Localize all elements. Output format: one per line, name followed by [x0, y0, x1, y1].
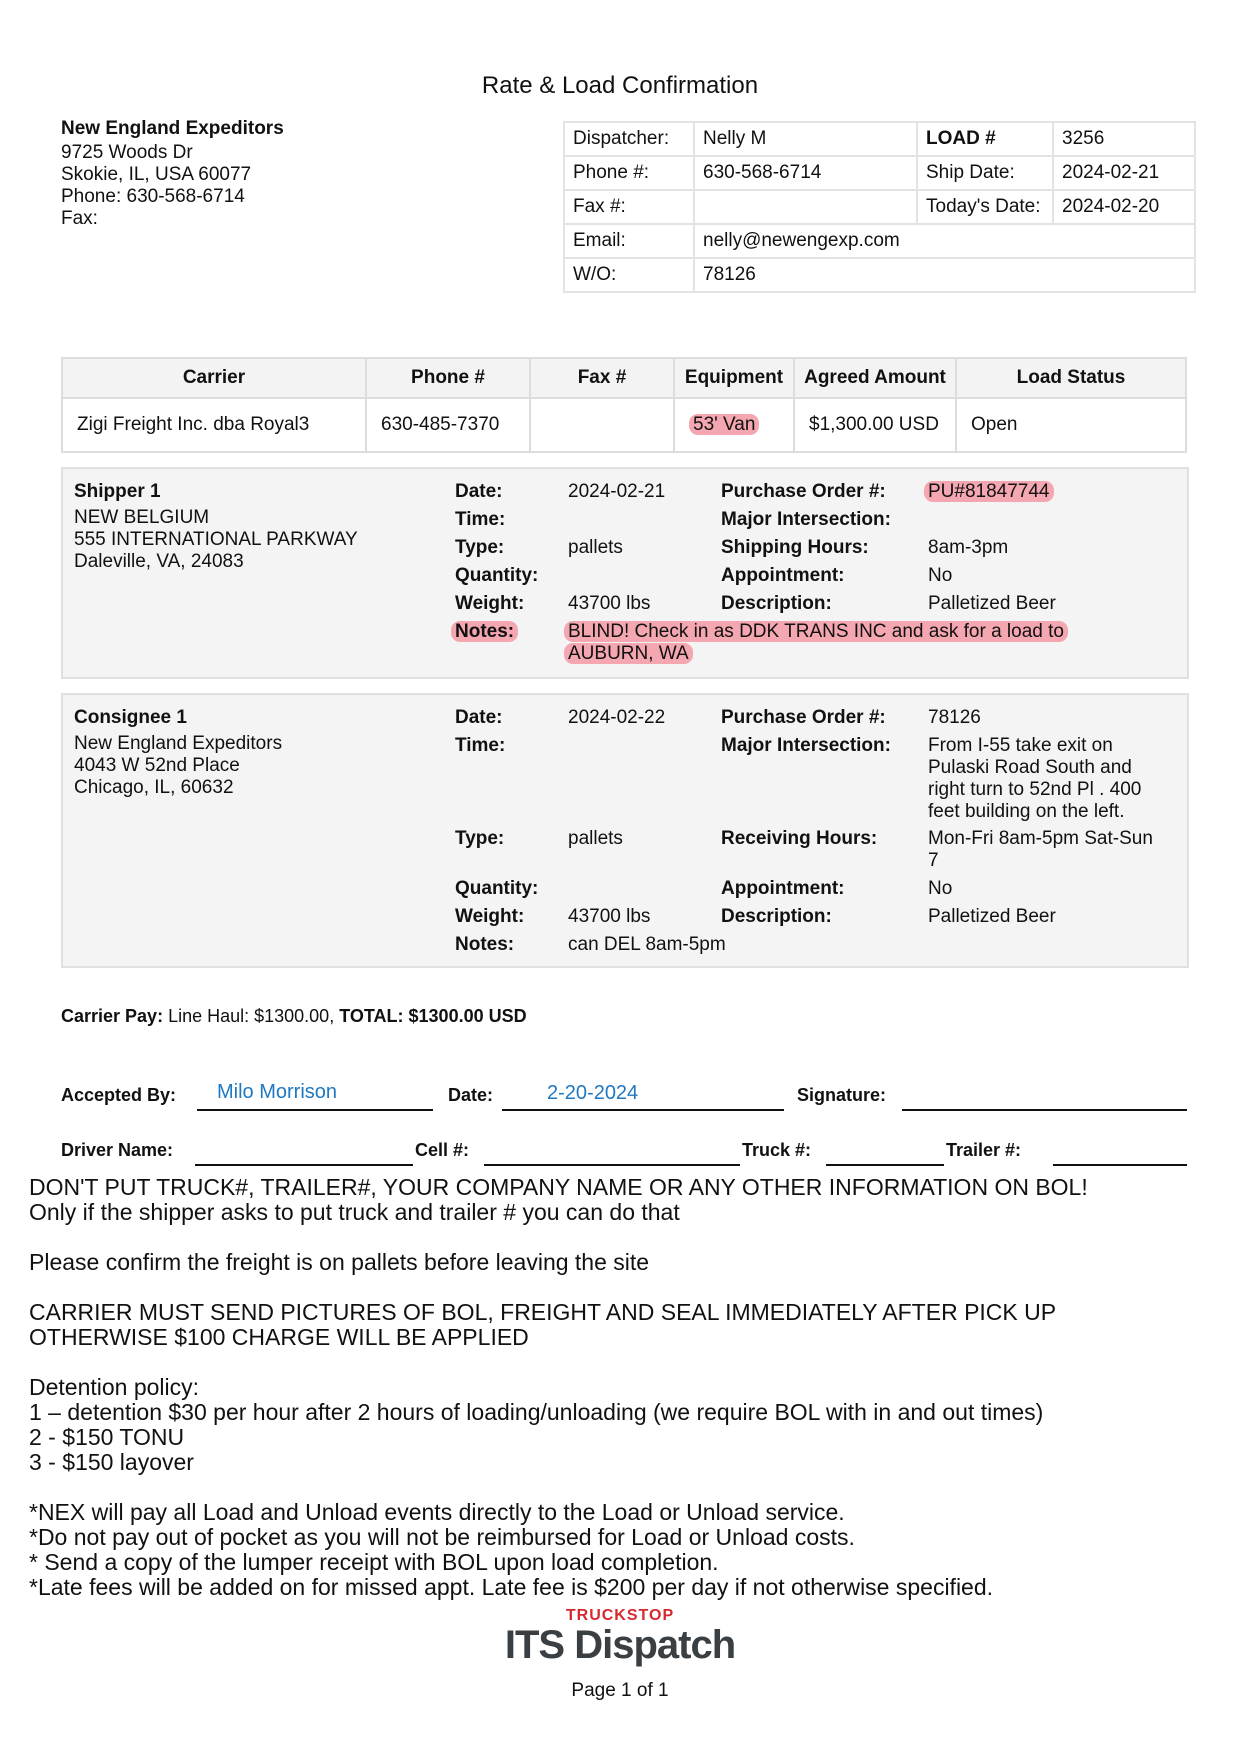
- detention-policy: [29, 1375, 1088, 1475]
- company-name: New England Expeditors: [61, 118, 284, 139]
- shipper-po: PU#81847744: [924, 481, 1054, 502]
- consignee-heading: Consignee 1: [74, 707, 187, 728]
- shipper-address-1: 555 INTERNATIONAL PARKWAY: [74, 529, 358, 550]
- pictures-warning-line-1: CARRIER MUST SEND PICTURES OF BOL, FREIGHT AND SEAL IMMEDIATELY AFTER PICK UP: [29, 1299, 1057, 1325]
- column-header: Agreed Amount: [794, 358, 956, 398]
- shipper-notes-line-1-wrap: [564, 621, 1068, 643]
- load-number-value: 3256: [1053, 122, 1195, 156]
- consignee-intersection-line: From I-55 take exit on: [928, 735, 1113, 756]
- shipper-appointment: No: [928, 565, 953, 586]
- shipper-po-wrap: [924, 481, 1054, 503]
- dispatcher-value: Nelly M: [694, 122, 917, 156]
- date-label: Date:: [448, 1085, 494, 1105]
- consignee-hours-label: Receiving Hours:: [721, 828, 878, 849]
- instructions: [29, 1175, 1088, 1625]
- consignee-address-2: Chicago, IL, 60632: [74, 777, 234, 798]
- shipper-hours-label: Shipping Hours:: [721, 537, 869, 558]
- detention-title: Detention policy:: [29, 1374, 200, 1400]
- wo-value: 78126: [694, 258, 1195, 292]
- driver-name-label: Driver Name:: [61, 1140, 174, 1160]
- accepted-by-line[interactable]: [197, 1109, 433, 1111]
- consignee-type-label: Type:: [455, 828, 505, 849]
- list-item: 2 - $150 TONU: [29, 1424, 185, 1450]
- consignee-weight-label: Weight:: [455, 906, 525, 927]
- todays-date-label: Today's Date:: [917, 190, 1053, 224]
- shipper-name: NEW BELGIUM: [74, 507, 210, 528]
- consignee-address-1: 4043 W 52nd Place: [74, 755, 240, 776]
- truck-line[interactable]: [826, 1164, 944, 1166]
- bol-warning-line-1: DON'T PUT TRUCK#, TRAILER#, YOUR COMPANY NAME OR ANY OTHER INFORMATION ON BOL!: [29, 1174, 1088, 1200]
- table-row: [62, 398, 1186, 452]
- phone-value: 630-568-6714: [694, 156, 917, 190]
- carrier-pay: [61, 1006, 527, 1027]
- trailer-line[interactable]: [1053, 1164, 1187, 1166]
- truck-label: Truck #:: [742, 1140, 812, 1160]
- cell-line[interactable]: [484, 1164, 740, 1166]
- list-item: *Do not pay out of pocket as you will not be reimbursed for Load or Unload costs.: [29, 1524, 855, 1550]
- consignee-po: 78126: [928, 707, 981, 728]
- consignee-notes: can DEL 8am-5pm: [568, 934, 726, 955]
- pictures-warning-line-2: OTHERWISE $100 CHARGE WILL BE APPLIED: [29, 1324, 529, 1350]
- acceptance-row: [61, 1081, 1187, 1115]
- trailer-label: Trailer #:: [946, 1140, 1022, 1160]
- consignee-intersection-label: Major Intersection:: [721, 735, 891, 756]
- column-header: Fax #: [530, 358, 674, 398]
- shipper-weight: 43700 lbs: [568, 593, 651, 614]
- todays-date-value: 2024-02-20: [1053, 190, 1195, 224]
- consignee-time-label: Time:: [455, 735, 506, 756]
- shipper-description-label: Description:: [721, 593, 832, 614]
- its-dispatch-logo: ITS Dispatch: [504, 1623, 736, 1667]
- shipper-date-label: Date:: [455, 481, 503, 502]
- shipper-weight-label: Weight:: [455, 593, 525, 614]
- list-item: 3 - $150 layover: [29, 1449, 194, 1475]
- shipper-quantity-label: Quantity:: [455, 565, 539, 586]
- company-fax: Fax:: [61, 208, 98, 229]
- shipper-notes-line-2: AUBURN, WA: [564, 643, 693, 664]
- nex-policy: [29, 1500, 1088, 1600]
- bol-warning: [29, 1175, 1088, 1225]
- date-value: 2-20-2024: [547, 1082, 639, 1104]
- fax-label: Fax #:: [564, 190, 694, 224]
- shipper-po-label: Purchase Order #:: [721, 481, 886, 502]
- driver-name-line[interactable]: [195, 1164, 413, 1166]
- shipper-notes-label: Notes:: [451, 621, 518, 642]
- consignee-date-label: Date:: [455, 707, 503, 728]
- driver-row: [61, 1140, 1187, 1170]
- list-item: 1 – detention $30 per hour after 2 hours of loading/unloading (we require BOL with in and out times): [29, 1399, 1044, 1425]
- accepted-by-label: Accepted By:: [61, 1085, 177, 1105]
- column-header: Carrier: [62, 358, 366, 398]
- shipper-type: pallets: [568, 537, 623, 558]
- consignee-quantity-label: Quantity:: [455, 878, 539, 899]
- signature-line[interactable]: [902, 1109, 1187, 1111]
- consignee-appointment: No: [928, 878, 953, 899]
- load-status: Open: [956, 398, 1186, 452]
- shipper-hours: 8am-3pm: [928, 537, 1009, 558]
- shipper-description: Palletized Beer: [928, 593, 1056, 614]
- bol-warning-line-2: Only if the shipper asks to put truck and trailer # you can do that: [29, 1199, 680, 1225]
- ship-date-label: Ship Date:: [917, 156, 1053, 190]
- accepted-by-value: Milo Morrison: [217, 1081, 338, 1103]
- carrier-fax: [530, 398, 674, 452]
- dispatch-info-table: [563, 121, 1196, 293]
- cell-label: Cell #:: [415, 1140, 470, 1160]
- shipper-address-2: Daleville, VA, 24083: [74, 551, 244, 572]
- load-number-label: LOAD #: [917, 122, 1053, 156]
- email-value: nelly@newengexp.com: [694, 224, 1195, 258]
- date-line[interactable]: [502, 1109, 784, 1111]
- pay-total: TOTAL: $1300.00 USD: [339, 1006, 527, 1026]
- consignee-intersection-line: feet building on the left.: [928, 801, 1125, 822]
- carrier-name: Zigi Freight Inc. dba Royal3: [62, 398, 366, 452]
- shipper-notes-line-1: BLIND! Check in as DDK TRANS INC and ask for a load to: [564, 621, 1068, 642]
- consignee-section: [61, 693, 1189, 968]
- column-header: Phone #: [366, 358, 530, 398]
- shipper-notes-label-wrap: [451, 621, 518, 643]
- equipment-value: 53' Van: [689, 414, 759, 435]
- consignee-type: pallets: [568, 828, 623, 849]
- column-header: Load Status: [956, 358, 1186, 398]
- carrier-pay-label: Carrier Pay:: [61, 1006, 164, 1026]
- wo-label: W/O:: [564, 258, 694, 292]
- carrier-table: [61, 357, 1187, 453]
- consignee-intersection-line: Pulaski Road South and: [928, 757, 1132, 778]
- shipper-type-label: Type:: [455, 537, 505, 558]
- pallets-note: Please confirm the freight is on pallets before leaving the site: [29, 1249, 650, 1275]
- agreed-amount: $1,300.00 USD: [794, 398, 956, 452]
- company-phone: Phone: 630-568-6714: [61, 186, 245, 207]
- email-label: Email:: [564, 224, 694, 258]
- ship-date-value: 2024-02-21: [1053, 156, 1195, 190]
- phone-label: Phone #:: [564, 156, 694, 190]
- shipper-time-label: Time:: [455, 509, 506, 530]
- company-address-1: 9725 Woods Dr: [61, 142, 193, 163]
- document-title: Rate & Load Confirmation: [481, 72, 759, 99]
- shipper-appointment-label: Appointment:: [721, 565, 845, 586]
- list-item: * Send a copy of the lumper receipt with BOL upon load completion.: [29, 1549, 719, 1575]
- column-header: Equipment: [674, 358, 794, 398]
- shipper-section: [61, 467, 1189, 679]
- carrier-phone: 630-485-7370: [366, 398, 530, 452]
- pictures-warning: [29, 1300, 1088, 1350]
- equipment-cell: [674, 398, 794, 452]
- consignee-description: Palletized Beer: [928, 906, 1056, 927]
- list-item: *NEX will pay all Load and Unload events directly to the Load or Unload service.: [29, 1499, 845, 1525]
- consignee-intersection-line: right turn to 52nd Pl . 400: [928, 779, 1142, 800]
- company-address-2: Skokie, IL, USA 60077: [61, 164, 252, 185]
- list-item: *Late fees will be added on for missed appt. Late fee is $200 per day if not otherwise specified.: [29, 1574, 994, 1600]
- company-block: [61, 118, 284, 230]
- carrier-table-header: [62, 358, 1186, 398]
- consignee-hours-line: 7: [928, 850, 939, 871]
- consignee-description-label: Description:: [721, 906, 832, 927]
- consignee-weight: 43700 lbs: [568, 906, 651, 927]
- shipper-intersection-label: Major Intersection:: [721, 509, 891, 530]
- consignee-hours-line: Mon-Fri 8am-5pm Sat-Sun: [928, 828, 1153, 849]
- truckstop-logo-text: TRUCKSTOP: [565, 1607, 675, 1624]
- signature-label: Signature:: [797, 1085, 887, 1105]
- dispatcher-label: Dispatcher:: [564, 122, 694, 156]
- shipper-heading: Shipper 1: [74, 481, 161, 502]
- fax-value: [694, 190, 917, 224]
- consignee-date: 2024-02-22: [568, 707, 666, 728]
- line-haul: Line Haul: $1300.00,: [163, 1006, 340, 1026]
- consignee-appointment-label: Appointment:: [721, 878, 845, 899]
- consignee-notes-label: Notes:: [455, 934, 515, 955]
- consignee-po-label: Purchase Order #:: [721, 707, 886, 728]
- page-number: Page 1 of 1: [571, 1680, 669, 1701]
- shipper-date: 2024-02-21: [568, 481, 666, 502]
- shipper-notes-line-2-wrap: [564, 643, 693, 665]
- consignee-name: New England Expeditors: [74, 733, 283, 754]
